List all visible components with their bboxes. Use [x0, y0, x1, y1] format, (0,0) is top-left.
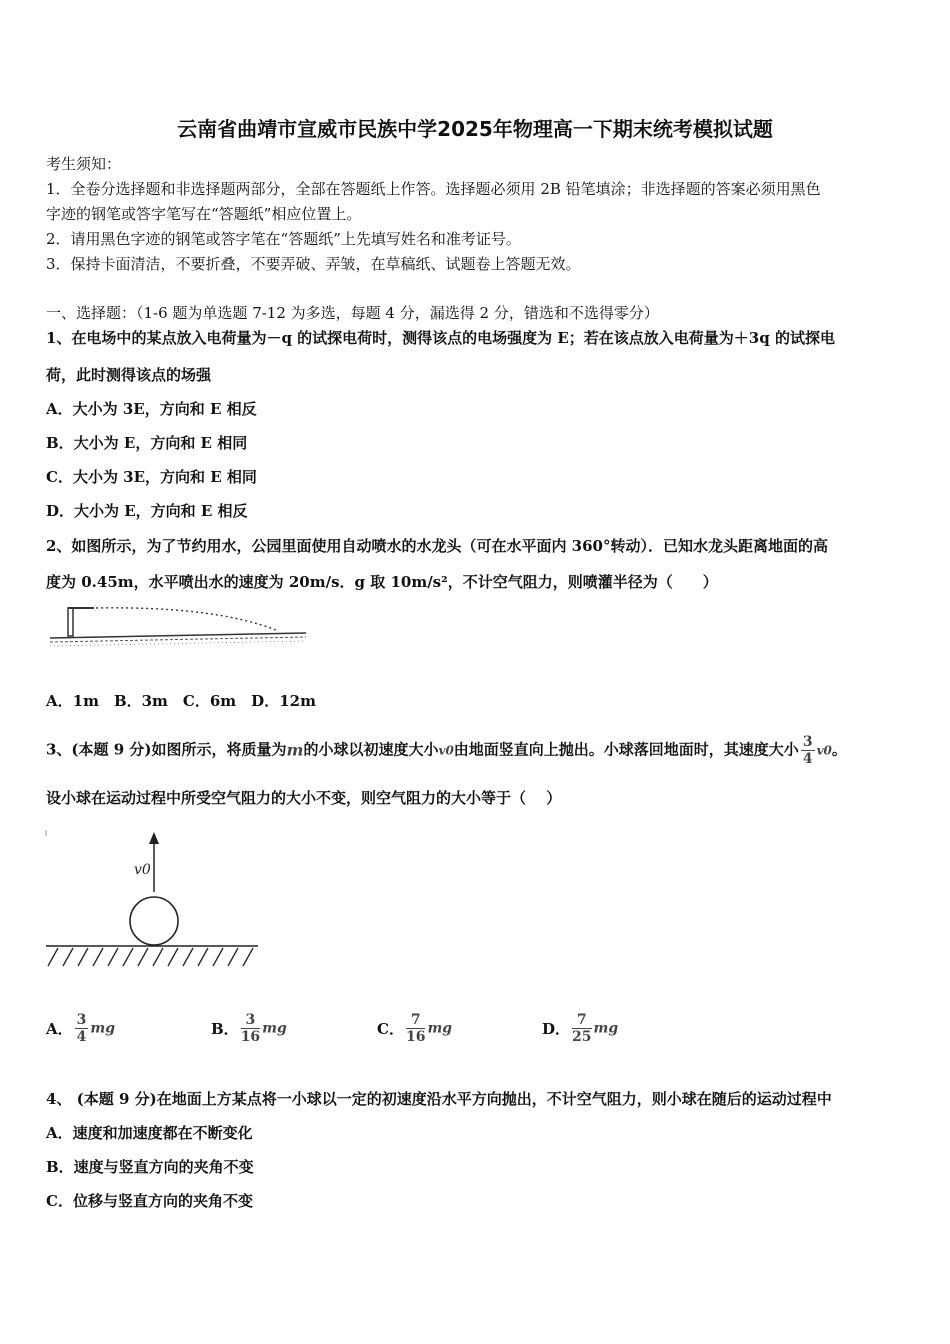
frac-num: 3 [76, 1012, 87, 1028]
q1-option-c: C．大小为 3E，方向和 E 相同 [46, 468, 257, 486]
q3-option-b [211, 1012, 287, 1045]
option-unit: mg [427, 1020, 453, 1037]
frac-den: 16 [405, 1029, 426, 1045]
q3-stem-a [46, 734, 847, 767]
q1-stem-a: 1、在电场中的某点放入电荷量为－q 的试探电荷时，测得该点的电场强度为 E；若在该点放入电荷量为＋3q 的试探电 [46, 329, 835, 347]
option-fraction [241, 1012, 260, 1045]
ball-figure [44, 826, 264, 972]
v0-symbol: v0 [438, 743, 454, 758]
section-heading: 一、选择题：（1-6 题为单选题 7-12 为多选，每题 4 分，漏选得 2 分，错选和不选得零分） [46, 304, 659, 322]
q2-options: A．1m B．3m C．6m D．12m [46, 692, 316, 710]
q1-option-a: A．大小为 3E，方向和 E 相反 [46, 400, 257, 418]
q4-option-c: C．位移与竖直方向的夹角不变 [46, 1192, 253, 1210]
q3-stem-b: 设小球在运动过程中所受空气阻力的大小不变，则空气阻力的大小等于（ ） [46, 789, 562, 807]
q3-option-a [46, 1012, 115, 1045]
notice-item-2: 2．请用黑色字迹的钢笔或答字笔在“答题纸”上先填写姓名和准考证号。 [46, 230, 521, 248]
q1-option-d: D．大小为 E，方向和 E 相反 [46, 502, 248, 520]
q3-stem-part4: 。 [831, 740, 847, 759]
frac-num: 3 [241, 1012, 260, 1029]
option-fraction [572, 1012, 591, 1045]
q3-option-c [377, 1012, 452, 1045]
q4-option-b: B．速度与竖直方向的夹角不变 [46, 1158, 254, 1176]
mass-symbol: m [286, 740, 304, 760]
q3-stem-part2: 的小球以初速度大小 [303, 740, 439, 759]
frac-num: 3 [802, 734, 813, 750]
option-fraction [406, 1012, 425, 1045]
q4-stem: 4、 (本题 9 分)在地面上方某点将一小球以一定的初速度沿水平方向抛出，不计空气阻力，则小球在随后的运动过程中 [46, 1090, 832, 1108]
notice-item-1b: 字迹的钢笔或答字笔写在“答题纸”相应位置上。 [46, 205, 362, 223]
frac-den: 4 [802, 751, 813, 767]
option-unit: mg [593, 1020, 619, 1037]
q1-stem-b: 荷，此时测得该点的场强 [46, 366, 212, 384]
three-quarters-fraction [801, 734, 815, 767]
option-letter: C． [377, 1020, 404, 1038]
v0-label: v0 [134, 862, 151, 878]
option-fraction [75, 1012, 89, 1045]
frac-num: 7 [406, 1012, 425, 1029]
q3-option-d [542, 1012, 618, 1045]
option-unit: mg [90, 1020, 115, 1037]
q3-stem-part1: 3、(本题 9 分)如图所示，将质量为 [46, 740, 287, 759]
q4-option-a: A．速度和加速度都在不断变化 [46, 1124, 253, 1142]
q3-stem-part3: 由地面竖直向上抛出。小球落回地面时，其速度大小 [453, 740, 799, 759]
option-letter: B． [211, 1020, 239, 1038]
notice-item-3: 3．保持卡面清洁，不要折叠，不要弄破、弄皱，在草稿纸、试题卷上答题无效。 [46, 255, 581, 273]
frac-den: 25 [572, 1029, 592, 1045]
page-title: 云南省曲靖市宣威市民族中学2025年物理高一下期末统考模拟试题 [177, 117, 773, 141]
notice-heading: 考生须知： [46, 155, 122, 173]
frac-num: 7 [572, 1012, 591, 1029]
option-letter: D． [542, 1020, 571, 1038]
q2-stem-b: 度为 0.45m，水平喷出水的速度为 20m/s．g 取 10m/s²，不计空气阻力，则喷灌半径为（ ） [46, 573, 718, 591]
q1-option-b: B．大小为 E，方向和 E 相同 [46, 434, 248, 452]
frac-den: 16 [240, 1029, 261, 1045]
option-unit: mg [262, 1020, 287, 1037]
frac-den: 4 [76, 1029, 87, 1045]
notice-item-1a: 1．全卷分选择题和非选择题两部分，全部在答题纸上作答。选择题必须用 2B 铅笔填涂；非选择题的答案必须用黑色 [46, 180, 821, 198]
option-letter: A． [46, 1020, 73, 1038]
v0-symbol-2: v0 [816, 743, 832, 758]
q2-stem-a: 2、如图所示，为了节约用水，公园里面使用自动喷水的水龙头（可在水平面内 360°转动）．已知水龙头距离地面的高 [46, 537, 828, 555]
sprinkler-figure [44, 600, 310, 658]
